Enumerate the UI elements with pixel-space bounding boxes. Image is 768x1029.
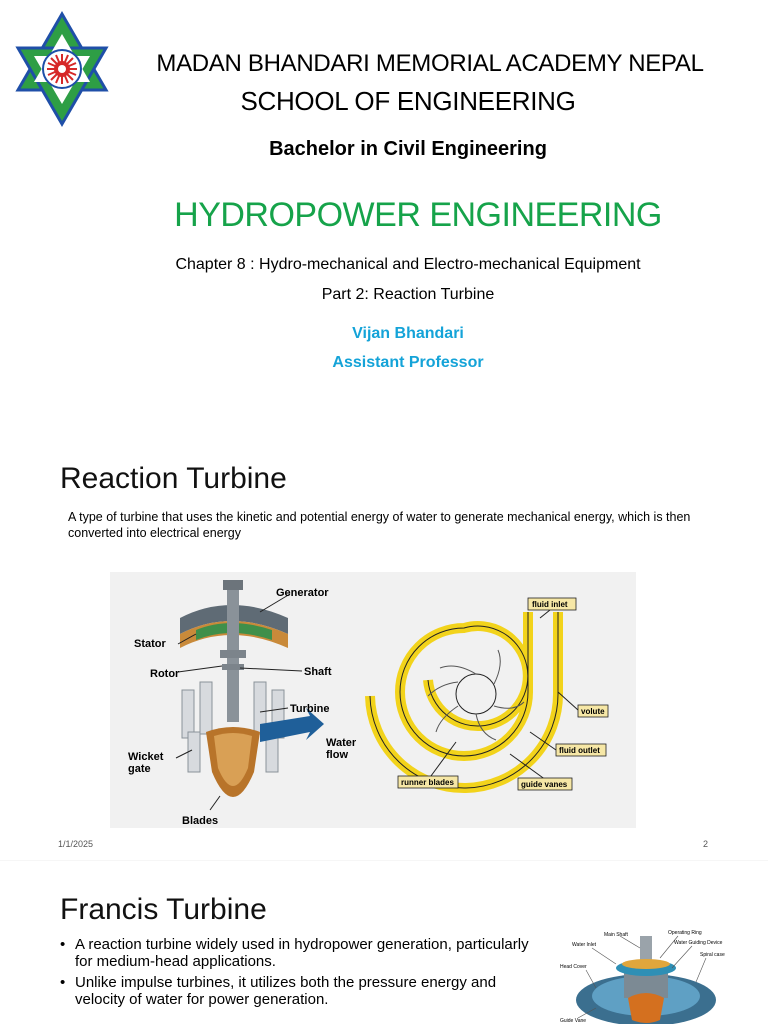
label-operating-ring: Operating Ring: [668, 930, 702, 936]
label-water: Water: [326, 737, 357, 749]
label-generator: Generator: [276, 587, 329, 599]
academy-logo: [14, 10, 110, 128]
reaction-turbine-cutaway-icon: [128, 580, 357, 827]
label-stator: Stator: [134, 638, 166, 650]
course-title: HYDROPOWER ENGINEERING: [174, 196, 662, 234]
footer-date: 1/1/2025: [58, 839, 94, 849]
label-turbine: Turbine: [290, 703, 330, 715]
reaction-turbine-figure: [110, 572, 636, 828]
label-flow: flow: [326, 749, 348, 761]
slide-title-francis-turbine: Francis Turbine: [60, 893, 267, 926]
label-shaft: Shaft: [304, 666, 332, 678]
footer-page-number: 2: [703, 839, 709, 849]
label-wicket: Wicket: [128, 751, 164, 763]
bullet-dot: •: [60, 936, 66, 953]
bullet-text: Unlike impulse turbines, it utilizes both the pressure energy and velocity of water for power generation.: [75, 974, 497, 1008]
author-name: Vijan Bhandari: [352, 325, 464, 342]
bullet-list: [60, 936, 538, 1012]
bullet-item: [60, 936, 538, 970]
spiral-casing-diagram-icon: [370, 598, 608, 790]
slide-title-reaction-turbine: Reaction Turbine: [60, 462, 287, 495]
label-rotor: Rotor: [150, 668, 180, 680]
label-fluid-outlet: fluid outlet: [559, 746, 600, 755]
label-volute: volute: [581, 707, 605, 716]
chapter-title: Chapter 8 : Hydro-mechanical and Electro-mechanical Equipment: [175, 256, 641, 273]
slide-divider: [0, 860, 768, 861]
francis-turbine-cutaway-icon: [560, 930, 725, 1024]
bullet-item: [60, 974, 538, 1008]
francis-turbine-figure: [556, 928, 736, 1024]
label-gate-2: gate: [128, 763, 151, 775]
label-head-cover: Head Cover: [560, 964, 587, 970]
label-water-guiding-device: Water Guiding Device: [674, 940, 723, 946]
school-name: SCHOOL OF ENGINEERING: [240, 86, 576, 116]
label-main-shaft: Main Shaft: [604, 932, 628, 938]
label-blades: Blades: [182, 815, 219, 827]
part-title: Part 2: Reaction Turbine: [321, 286, 495, 303]
label-guide-vane: Guide Vane: [560, 1018, 587, 1024]
label-runner-blades: runner blades: [401, 778, 454, 787]
slide-description: A type of turbine that uses the kinetic and potential energy of water to generate mechanical energy, which is then converted into electrical energy: [68, 510, 691, 540]
label-guide-vanes: guide vanes: [521, 780, 568, 789]
bullet-text: A reaction turbine widely used in hydropower generation, particularly for medium-head applications.: [75, 936, 529, 970]
label-fluid-inlet: fluid inlet: [532, 600, 568, 609]
author-position: Assistant Professor: [332, 354, 484, 371]
label-water-inlet: Water Inlet: [572, 942, 596, 948]
label-spiral-case: Spiral case: [700, 952, 725, 958]
bullet-dot: •: [60, 974, 66, 991]
degree-name: Bachelor in Civil Engineering: [269, 138, 547, 160]
institution-name: MADAN BHANDARI MEMORIAL ACADEMY NEPAL: [156, 50, 704, 77]
